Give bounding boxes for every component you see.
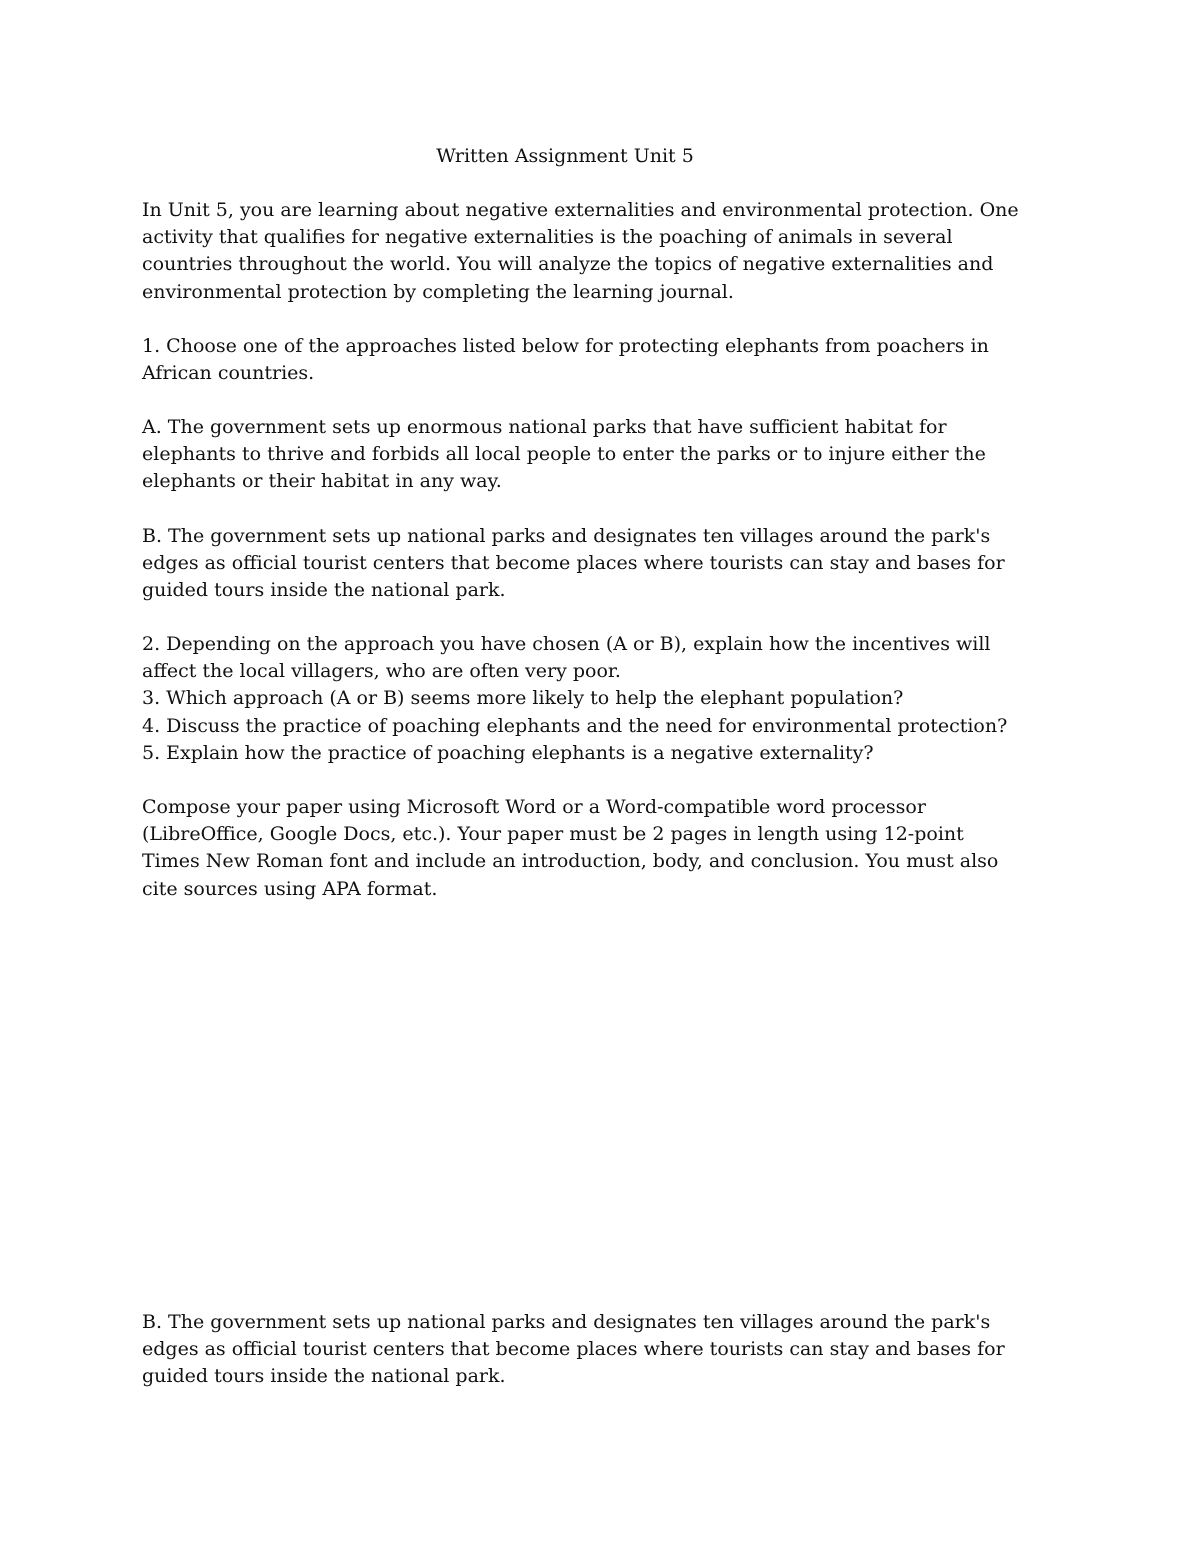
question-line: affect the local villagers, who are often very poor.	[142, 660, 621, 683]
option-a-line: A. The government sets up enormous national parks that have sufficient habitat for	[142, 416, 947, 438]
document-title: Written Assignment Unit 5	[436, 145, 694, 167]
question-1-line: 1. Choose one of the approaches listed below for protecting elephants from poachers in	[142, 335, 989, 357]
option-a-paragraph	[142, 414, 1072, 496]
intro-line: countries throughout the world. You will analyze the topics of negative externalities and	[142, 253, 994, 276]
intro-line: activity that qualifies for negative externalities is the poaching of animals in several	[142, 226, 953, 249]
compose-line: Compose your paper using Microsoft Word or a Word-compatible word processor	[142, 796, 926, 818]
question-line: 3. Which approach (A or B) seems more likely to help the elephant population?	[142, 687, 904, 710]
option-a-line: elephants to thrive and forbids all local people to enter the parks or to injure either the	[142, 443, 986, 466]
option-b-repeat-paragraph	[142, 1309, 1072, 1391]
questions-list	[142, 631, 1072, 767]
question-line: 2. Depending on the approach you have chosen (A or B), explain how the incentives will	[142, 633, 991, 655]
option-b-line: guided tours inside the national park.	[142, 579, 506, 602]
intro-line: environmental protection by completing the learning journal.	[142, 280, 734, 303]
question-1-line: African countries.	[142, 362, 315, 385]
compose-instructions-paragraph	[142, 794, 1072, 903]
question-1-paragraph	[142, 333, 1072, 387]
intro-line: In Unit 5, you are learning about negative externalities and environmental protection. One	[142, 199, 1019, 221]
option-b-paragraph	[142, 523, 1072, 605]
option-b-repeat-line: B. The government sets up national parks and designates ten villages around the park's	[142, 1311, 991, 1333]
option-b-line: B. The government sets up national parks and designates ten villages around the park's	[142, 525, 991, 547]
option-b-repeat-line: guided tours inside the national park.	[142, 1365, 506, 1388]
compose-line: cite sources using APA format.	[142, 877, 438, 900]
intro-paragraph	[142, 197, 1072, 306]
compose-line: Times New Roman font and include an introduction, body, and conclusion. You must also	[142, 850, 999, 873]
question-line: 4. Discuss the practice of poaching elephants and the need for environmental protection?	[142, 714, 1008, 737]
option-b-repeat-line: edges as official tourist centers that become places where tourists can stay and bases for	[142, 1338, 1005, 1361]
question-line: 5. Explain how the practice of poaching elephants is a negative externality?	[142, 741, 874, 764]
option-b-line: edges as official tourist centers that become places where tourists can stay and bases for	[142, 552, 1005, 575]
option-a-line: elephants or their habitat in any way.	[142, 470, 502, 493]
compose-line: (LibreOffice, Google Docs, etc.). Your paper must be 2 pages in length using 12-point	[142, 823, 964, 846]
